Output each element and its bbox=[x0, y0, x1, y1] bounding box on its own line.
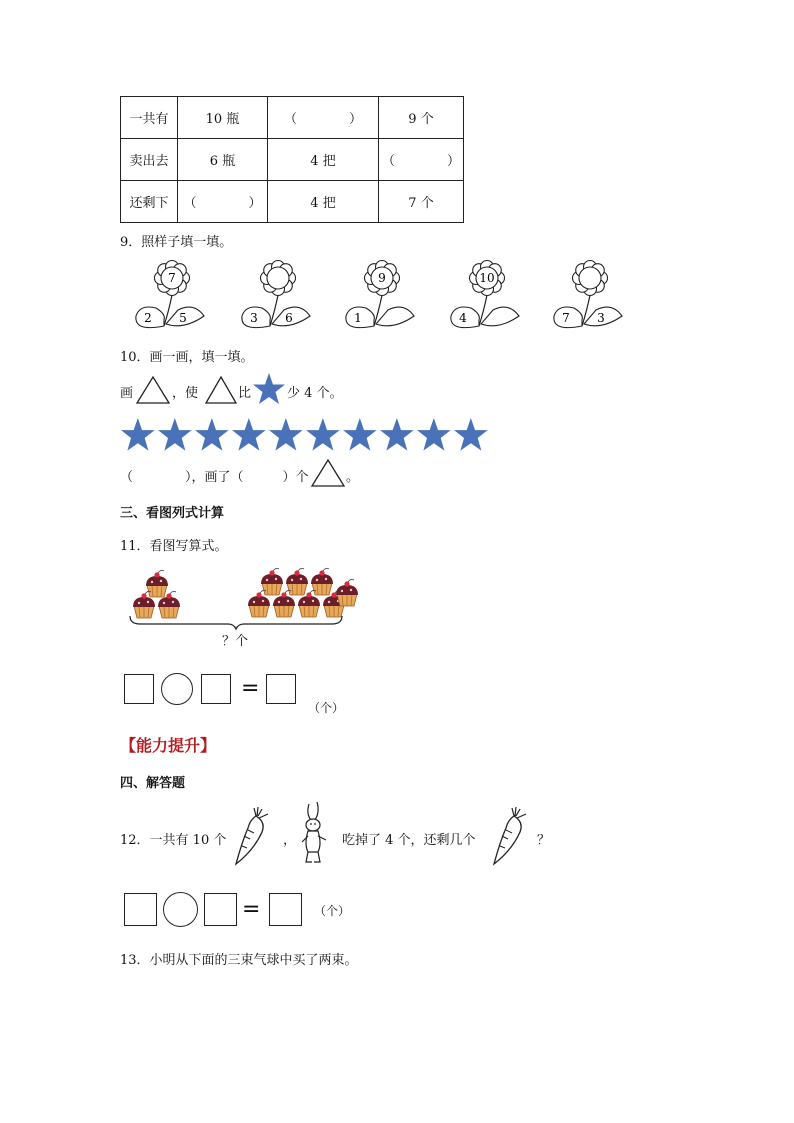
flower-right-number: 6 bbox=[285, 311, 293, 325]
flower-diagram bbox=[552, 258, 632, 338]
flower-left-number: 4 bbox=[459, 311, 467, 325]
section-3-heading: 三、看图列式计算 bbox=[120, 506, 225, 521]
table-cell[interactable]: （ ） bbox=[379, 139, 464, 181]
flower-diagram bbox=[449, 258, 529, 338]
flower-left-number: 2 bbox=[144, 311, 152, 325]
triangle-icon bbox=[204, 375, 238, 405]
flower-left-number: 3 bbox=[250, 311, 258, 325]
q10-instr-b: ，使 bbox=[172, 386, 199, 401]
flower-diagram bbox=[134, 258, 214, 338]
answer-box[interactable] bbox=[204, 893, 237, 926]
star-icon bbox=[305, 417, 341, 453]
flower-right-number: 3 bbox=[597, 311, 605, 325]
carrot-icon bbox=[232, 806, 272, 866]
q12-question-mark: ？ bbox=[537, 833, 551, 848]
rabbit-icon bbox=[300, 800, 330, 868]
flower-right-number: 5 bbox=[179, 311, 187, 325]
triangle-icon bbox=[310, 458, 346, 488]
answer-box[interactable] bbox=[266, 674, 296, 704]
operator-circle[interactable] bbox=[163, 892, 198, 927]
answer-box[interactable] bbox=[269, 893, 302, 926]
q12-unit: （个） bbox=[314, 904, 351, 918]
star-icon bbox=[157, 417, 193, 453]
flower-left-number: 1 bbox=[354, 311, 362, 325]
flower-top-number: 9 bbox=[378, 271, 386, 285]
q12-comma: ， bbox=[283, 833, 297, 848]
q9-title: 9．照样子填一填。 bbox=[120, 235, 233, 250]
q10-answer-b: 。 bbox=[346, 470, 360, 485]
star-icon bbox=[252, 372, 286, 406]
triangle-icon bbox=[135, 375, 171, 405]
flower-top-number: 10 bbox=[479, 271, 495, 285]
table-cell: 4 把 bbox=[268, 139, 379, 181]
star-icon bbox=[231, 417, 267, 453]
flower-diagram bbox=[344, 258, 424, 338]
table-row bbox=[121, 97, 464, 139]
flower-diagram bbox=[240, 258, 320, 338]
table-cell[interactable]: （ ） bbox=[268, 97, 379, 139]
q11-unit: （个） bbox=[308, 701, 345, 715]
flower-top-number: 7 bbox=[168, 271, 176, 285]
star-icon bbox=[194, 417, 230, 453]
table-cell: 卖出去 bbox=[121, 139, 178, 181]
q13-title: 13．小明从下面的三束气球中买了两束。 bbox=[120, 953, 358, 968]
table-cell: 9 个 bbox=[379, 97, 464, 139]
q10-instr-a: 画 bbox=[120, 386, 134, 401]
star-icon bbox=[453, 417, 489, 453]
table-cell: 10 瓶 bbox=[178, 97, 268, 139]
q12-text-b: 吃掉了 4 个，还剩几个 bbox=[342, 833, 476, 848]
brace-icon bbox=[128, 614, 344, 630]
q12-text-a: 12．一共有 10 个 bbox=[120, 833, 227, 848]
operator-circle[interactable] bbox=[161, 673, 193, 705]
table-cell[interactable]: （ ） bbox=[178, 181, 268, 223]
table-cell: 4 把 bbox=[268, 181, 379, 223]
table-row bbox=[121, 139, 464, 181]
q8-table bbox=[120, 96, 464, 223]
q11-title: 11．看图写算式。 bbox=[120, 539, 228, 554]
star-icon bbox=[120, 417, 156, 453]
q10-answer-a[interactable]: （ ），画了（ ）个 bbox=[120, 470, 309, 485]
section-4-heading: 四、解答题 bbox=[120, 776, 186, 791]
star-icon bbox=[342, 417, 378, 453]
star-icon bbox=[416, 417, 452, 453]
star-icon bbox=[379, 417, 415, 453]
table-row bbox=[121, 181, 464, 223]
answer-box[interactable] bbox=[201, 674, 231, 704]
table-cell: 6 瓶 bbox=[178, 139, 268, 181]
table-cell: 7 个 bbox=[379, 181, 464, 223]
q10-title: 10．画一画，填一填。 bbox=[120, 350, 254, 365]
star-icon bbox=[268, 417, 304, 453]
table-cell: 一共有 bbox=[121, 97, 178, 139]
equals-sign: = bbox=[241, 676, 260, 701]
flower-left-number: 7 bbox=[562, 311, 570, 325]
ability-heading: 【能力提升】 bbox=[120, 736, 217, 755]
equals-sign: = bbox=[242, 897, 261, 922]
answer-box[interactable] bbox=[124, 893, 157, 926]
cupcake-icon bbox=[334, 580, 360, 608]
table-cell: 还剩下 bbox=[121, 181, 178, 223]
q11-brace-label: ？个 bbox=[222, 634, 249, 649]
q10-instr-c: 比 bbox=[238, 386, 252, 401]
answer-box[interactable] bbox=[124, 674, 154, 704]
q10-instr-d: 少 4 个。 bbox=[287, 386, 343, 401]
carrot-icon bbox=[490, 806, 530, 866]
